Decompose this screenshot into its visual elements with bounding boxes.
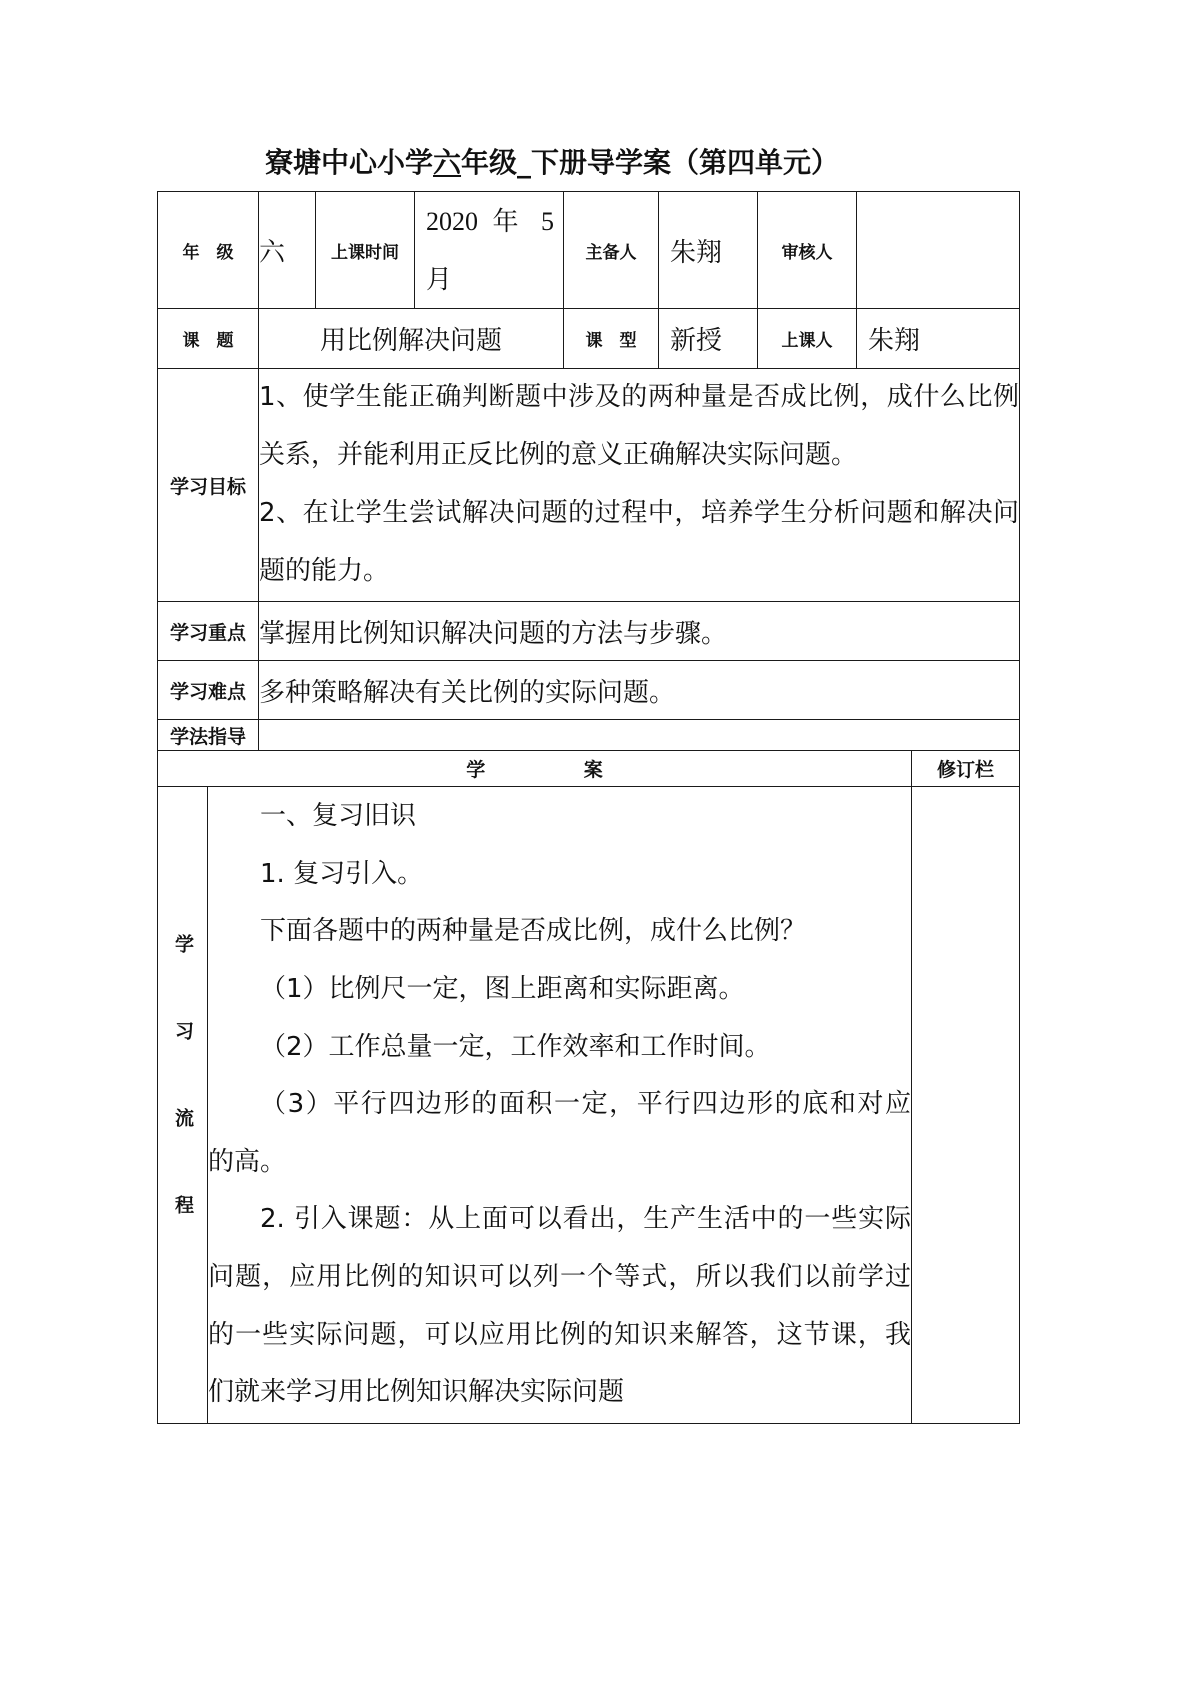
- grade-value: 六: [259, 192, 316, 309]
- text-line: 一、复习旧识: [260, 801, 417, 832]
- text-line: 下面各题中的两种量是否成比例，成什么比例？: [260, 916, 807, 947]
- grade-label: 年 级: [158, 192, 259, 309]
- document-title: [265, 145, 839, 181]
- title-rest: 年级_下册导学案（第四单元）: [461, 146, 840, 179]
- text-line: 1、使学生能正确判断题中涉及的两种量是否成比例，成什么比例: [259, 382, 1020, 413]
- info-row-2: [158, 309, 1020, 369]
- key-points-text: 掌握用比例知识解决问题的方法与步骤。: [259, 602, 1020, 661]
- objective-item: [259, 369, 1019, 485]
- preparer-value: 朱翔: [659, 192, 758, 309]
- plan-paragraph: [208, 961, 911, 1019]
- study-process-label-cell: [158, 787, 208, 1424]
- class-time-cell: [415, 192, 564, 309]
- reviewer-label: 审核人: [758, 192, 857, 309]
- difficulties-label: 学习难点: [158, 661, 259, 720]
- difficulties-row: [158, 661, 1020, 720]
- method-guide-label: 学法指导: [158, 720, 259, 751]
- method-guide-row: [158, 720, 1020, 751]
- key-points-label: 学习重点: [158, 602, 259, 661]
- class-time-value: 2020 年 5 月: [426, 207, 555, 294]
- text-line: 们就来学习用比例知识解决实际问题: [208, 1377, 625, 1408]
- text-line: 2、在让学生尝试解决问题的过程中，培养学生分析问题和解决问: [259, 498, 1020, 528]
- teacher-label: 上课人: [758, 309, 857, 369]
- text-line: 问题，应用比例的知识可以列一个等式，所以我们以前学过: [208, 1261, 912, 1292]
- reviewer-value-cell: [857, 192, 1020, 309]
- info-row-1: [158, 192, 1020, 309]
- plan-paragraph: [208, 788, 911, 846]
- revision-column-header: 修订栏: [912, 751, 1020, 787]
- plan-paragraph: [208, 1019, 911, 1077]
- text-line: 的一些实际问题，可以应用比例的知识来解答，这节课，我: [208, 1319, 912, 1350]
- study-plan-header: 学 案: [158, 751, 912, 787]
- difficulties-text: 多种策略解决有关比例的实际问题。: [259, 661, 1020, 720]
- objective-item: [259, 485, 1019, 601]
- lesson-type-value: 新授: [659, 309, 758, 369]
- text-line: 1. 复习引入。: [260, 858, 424, 889]
- class-time-label: 上课时间: [316, 192, 415, 309]
- text-line: （2）工作总量一定，工作效率和工作时间。: [260, 1031, 771, 1062]
- topic-value: 用比例解决问题: [259, 309, 564, 369]
- text-line: 题的能力。: [259, 555, 390, 586]
- lesson-plan-table: [157, 191, 1020, 1424]
- plan-paragraph: [208, 1076, 911, 1191]
- title-school: 寮塘中心小学: [265, 146, 434, 179]
- teacher-value: 朱翔: [857, 309, 1020, 369]
- plan-paragraph: [208, 903, 911, 961]
- text-line: 2. 引入课题：从上面可以看出，生产生活中的一些实际: [260, 1204, 912, 1235]
- text-line: 的高。: [208, 1146, 287, 1177]
- study-plan-header-row: [158, 751, 1020, 787]
- study-process-label: 学习流程: [172, 934, 194, 1282]
- objectives-content: [259, 369, 1020, 602]
- title-grade: 六: [433, 146, 462, 179]
- lesson-type-label: 课 型: [564, 309, 659, 369]
- text-line: （3）平行四边形的面积一定，平行四边形的底和对应: [260, 1089, 912, 1120]
- study-plan-content: [208, 787, 912, 1424]
- objectives-row: [158, 369, 1020, 602]
- plan-paragraph: [208, 1191, 911, 1421]
- study-process-row: [158, 787, 1020, 1424]
- topic-label: 课 题: [158, 309, 259, 369]
- objectives-label: 学习目标: [158, 369, 259, 602]
- revision-notes-cell: [912, 787, 1020, 1424]
- text-line: 关系，并能利用正反比例的意义正确解决实际问题。: [259, 440, 858, 471]
- preparer-label: 主备人: [564, 192, 659, 309]
- key-points-row: [158, 602, 1020, 661]
- method-guide-content: [259, 720, 1020, 751]
- text-line: （1）比例尺一定，图上距离和实际距离。: [260, 974, 745, 1005]
- plan-paragraph: [208, 846, 911, 904]
